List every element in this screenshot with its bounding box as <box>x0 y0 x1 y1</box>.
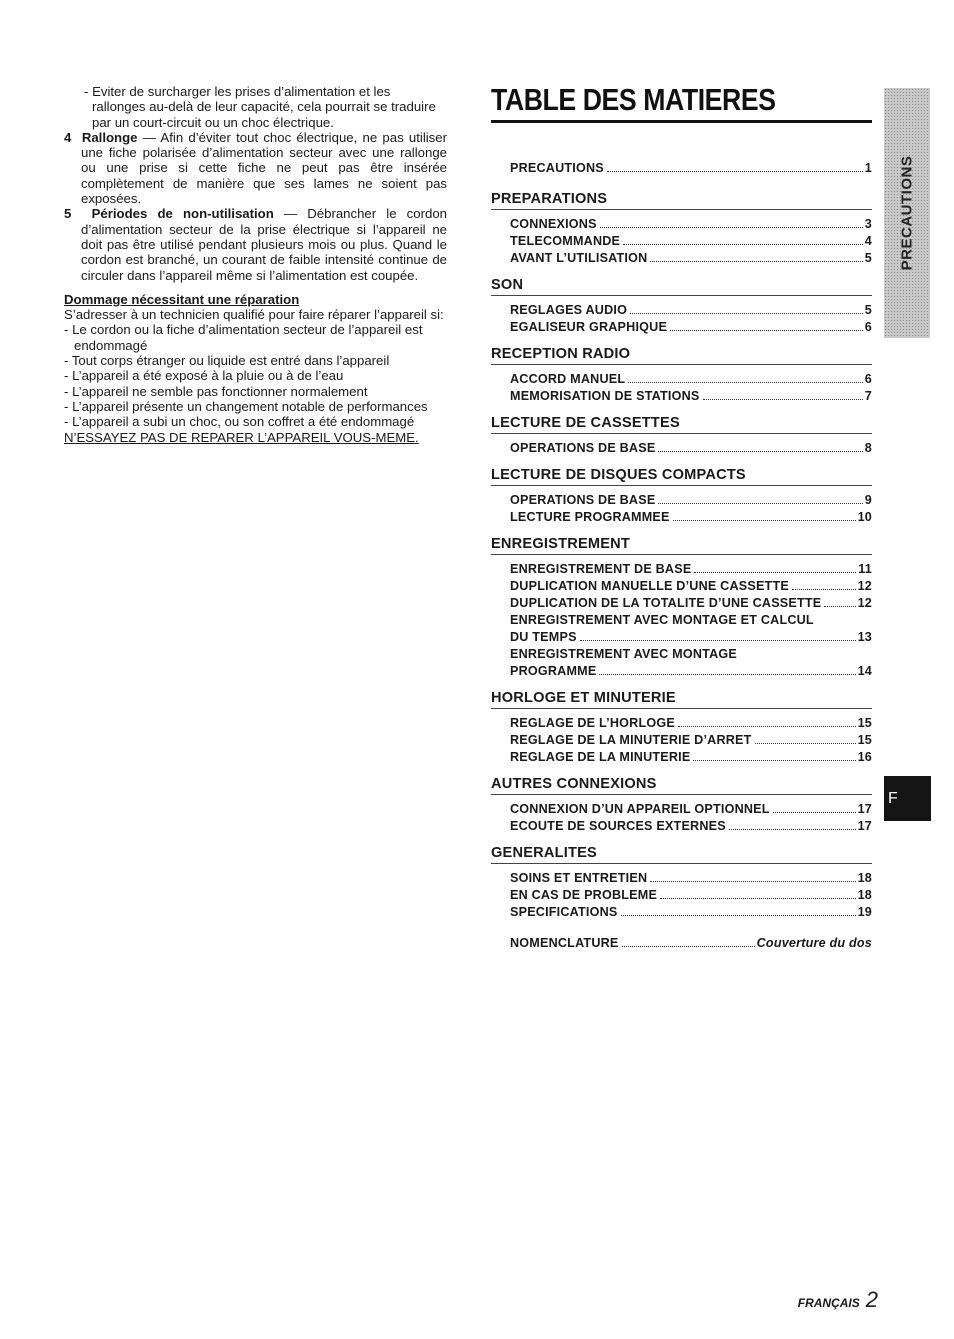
list-item: - Eviter de surcharger les prises d’alimentation et les rallonges au-delà de leur capacité, cela pourrait se traduire par un court-circuit ou un choc électrique. <box>84 84 436 130</box>
dot-leader <box>607 171 863 172</box>
toc-entry-page: 15 <box>857 733 872 747</box>
list-item-text: L’appareil a subi un choc, ou son coffret a été endommagé <box>72 414 415 430</box>
toc-entry-label: CONNEXION D’UN APPAREIL OPTIONNEL <box>510 802 770 816</box>
toc-entry-label: TELECOMMANDE <box>510 234 621 248</box>
dot-leader <box>678 726 856 727</box>
page-title: TABLE DES MATIERES <box>491 82 776 117</box>
toc-entry[interactable] <box>491 612 872 629</box>
toc-entry-label: SPECIFICATIONS <box>510 905 618 919</box>
toc-precautions <box>491 160 872 177</box>
toc-entry-page: 8 <box>864 441 872 455</box>
dot-leader <box>660 898 856 899</box>
toc-section <box>491 277 872 336</box>
toc-entry-page: Couverture du dos <box>756 936 872 950</box>
toc-entry-label: AVANT L’UTILISATION <box>510 251 648 265</box>
item-number: 4 <box>64 129 72 145</box>
toc-entry-label: OPERATIONS DE BASE <box>510 493 656 507</box>
dot-leader <box>600 227 863 228</box>
toc-section <box>491 845 872 921</box>
toc-section-heading: LECTURE DE CASSETTES <box>491 415 872 434</box>
toc-entry-label: NOMENCLATURE <box>510 936 619 950</box>
list-item-text: L’appareil ne semble pas fonctionner normalement <box>72 383 368 399</box>
toc-entry[interactable] <box>491 492 872 509</box>
toc-entry-label: REGLAGE DE LA MINUTERIE D’ARRET <box>510 733 752 747</box>
toc-entry-page: 1 <box>864 161 872 175</box>
toc-entry-label: DU TEMPS <box>510 630 577 644</box>
toc-entry-label: EN CAS DE PROBLEME <box>510 888 658 902</box>
toc-entry[interactable] <box>491 629 872 646</box>
toc-entry-label: DUPLICATION MANUELLE D’UNE CASSETTE <box>510 579 789 593</box>
toc-entry[interactable] <box>491 646 872 663</box>
toc-entry-page: 4 <box>864 234 872 248</box>
toc-entry[interactable] <box>491 440 872 457</box>
list-item-text: Eviter de surcharger les prises d’alimentation et les rallonges au-delà de leur capacité, cela pourrait se traduire par un court-circuit ou un choc électrique. <box>92 84 436 130</box>
section-tab-precautions <box>884 88 930 338</box>
dot-leader <box>670 330 863 331</box>
toc-entry-label: PRECAUTIONS <box>510 161 604 175</box>
toc-entry[interactable] <box>491 801 872 818</box>
damage-heading: Dommage nécessitant une réparation <box>64 291 300 307</box>
dot-leader <box>623 244 863 245</box>
toc-entry-page: 5 <box>864 251 872 265</box>
item-text: — Afin d’éviter tout choc électrique, ne pas utiliser une fiche polarisée d’alimentation secteur avec une rallonge ou une prise si cette fiche ne peut pas être insérée complètement de manière que ses lames ne soient pas exposées. <box>81 129 447 207</box>
toc-section <box>491 346 872 405</box>
toc-entry-page: 14 <box>857 664 872 678</box>
table-of-contents <box>491 160 872 962</box>
item-number: 5 <box>64 206 72 222</box>
dot-leader <box>755 743 856 744</box>
page-number: 2 <box>865 1287 878 1312</box>
dot-leader <box>622 946 755 947</box>
damage-intro: S’adresser à un technicien qualifié pour faire réparer l’appareil si: <box>64 307 444 323</box>
toc-entry-page: 19 <box>857 905 872 919</box>
toc-section-heading: SON <box>491 277 872 296</box>
toc-entry[interactable] <box>491 319 872 336</box>
toc-entry-label: PROGRAMME <box>510 664 597 678</box>
list-item: - Tout corps étranger ou liquide est entré dans l’appareil <box>64 353 390 369</box>
footer-language: FRANÇAIS <box>797 1296 860 1310</box>
toc-sections <box>491 191 872 921</box>
toc-entry-label: LECTURE PROGRAMMEE <box>510 510 670 524</box>
toc-entry-label: ECOUTE DE SOURCES EXTERNES <box>510 819 726 833</box>
dot-leader <box>693 760 855 761</box>
toc-entry-label: REGLAGES AUDIO <box>510 303 628 317</box>
toc-section <box>491 415 872 457</box>
toc-entry-page: 17 <box>857 819 872 833</box>
toc-entry-page: 10 <box>857 510 872 524</box>
toc-entry[interactable] <box>491 561 872 578</box>
list-item-text: L’appareil a été exposé à la pluie ou à de l’eau <box>72 368 344 384</box>
list-item-text: Le cordon ou la fiche d’alimentation secteur de l’appareil est endommagé <box>72 322 423 353</box>
dot-leader <box>630 313 863 314</box>
toc-entry-label: REGLAGE DE L’HORLOGE <box>510 716 675 730</box>
toc-entry-page: 18 <box>857 888 872 902</box>
toc-entry[interactable] <box>491 595 872 612</box>
toc-entry-page: 7 <box>864 389 872 403</box>
toc-entry[interactable] <box>491 160 872 177</box>
toc-section-heading: PREPARATIONS <box>491 191 872 210</box>
toc-entry-page: 9 <box>864 493 872 507</box>
dot-leader <box>792 589 856 590</box>
toc-section-heading: HORLOGE ET MINUTERIE <box>491 690 872 709</box>
toc-entry-label: ENREGISTREMENT AVEC MONTAGE ET CALCUL <box>510 613 814 627</box>
title-rule <box>491 120 872 123</box>
list-item: - L’appareil ne semble pas fonctionner normalement <box>64 383 368 399</box>
toc-entry-page: 12 <box>857 596 872 610</box>
toc-entry-page: 17 <box>857 802 872 816</box>
page-footer <box>798 1287 878 1313</box>
damage-list <box>64 322 447 429</box>
toc-entry[interactable] <box>491 732 872 749</box>
toc-section <box>491 191 872 267</box>
toc-entry-label: SOINS ET ENTRETIEN <box>510 871 648 885</box>
item-text: — Débrancher le cordon d’alimentation secteur de la prise électrique si l’appareil ne doit pas être utilisé pendant plusieurs mois ou plus. Quand le cordon est branché, un courant de faible intensité continue de circuler dans l’appareil même si l’alimentation est coupée. <box>81 206 448 283</box>
dot-leader <box>621 915 856 916</box>
toc-entry-page: 16 <box>857 750 872 764</box>
numbered-item-4 <box>64 130 447 206</box>
toc-entry-label: MEMORISATION DE STATIONS <box>510 389 700 403</box>
dot-leader <box>703 399 863 400</box>
list-item: - Le cordon ou la fiche d’alimentation secteur de l’appareil est endommagé <box>64 322 423 353</box>
toc-section <box>491 776 872 835</box>
list-item: - L’appareil a subi un choc, ou son coffret a été endommagé <box>64 414 415 430</box>
toc-entry[interactable] <box>491 250 872 267</box>
list-item: - L’appareil présente un changement notable de performances <box>64 398 428 414</box>
toc-entry-page: 15 <box>857 716 872 730</box>
language-tab-letter: F <box>888 789 898 807</box>
toc-section-heading: RECEPTION RADIO <box>491 346 872 365</box>
toc-section-heading: GENERALITES <box>491 845 872 864</box>
numbered-item-5 <box>64 206 447 282</box>
toc-entry-label: OPERATIONS DE BASE <box>510 441 656 455</box>
section-tab-label: PRECAUTIONS <box>898 155 916 271</box>
dot-leader <box>694 572 856 573</box>
item-title: Périodes de non-utilisation <box>91 206 274 222</box>
toc-entry[interactable] <box>491 663 872 680</box>
dot-leader <box>650 881 855 882</box>
toc-nomenclature <box>491 935 872 952</box>
toc-section <box>491 690 872 766</box>
dot-leader <box>773 812 856 813</box>
toc-entry[interactable] <box>491 870 872 887</box>
toc-entry[interactable] <box>491 715 872 732</box>
warning-text: N’ESSAYEZ PAS DE REPARER L’APPAREIL VOUS-MEME. <box>64 429 419 445</box>
toc-entry[interactable] <box>491 509 872 526</box>
dot-leader <box>673 520 856 521</box>
toc-entry-label: ENREGISTREMENT DE BASE <box>510 562 692 576</box>
dot-leader <box>628 382 863 383</box>
list-item-text: L’appareil présente un changement notable de performances <box>72 398 428 414</box>
toc-entry-page: 18 <box>857 871 872 885</box>
dot-leader <box>580 640 856 641</box>
toc-entry-label: ACCORD MANUEL <box>510 372 626 386</box>
toc-entry[interactable] <box>491 935 872 952</box>
toc-entry-page: 13 <box>857 630 872 644</box>
toc-entry[interactable] <box>491 904 872 921</box>
toc-entry-page: 6 <box>864 320 872 334</box>
toc-entry-label: DUPLICATION DE LA TOTALITE D’UNE CASSETTE <box>510 596 822 610</box>
toc-entry[interactable] <box>491 818 872 835</box>
toc-entry-page: 6 <box>864 372 872 386</box>
precautions-continued <box>64 84 447 445</box>
toc-entry-label: REGLAGE DE LA MINUTERIE <box>510 750 691 764</box>
toc-entry-label: EGALISEUR GRAPHIQUE <box>510 320 668 334</box>
toc-entry-page: 12 <box>857 579 872 593</box>
dot-leader <box>650 261 862 262</box>
dot-leader <box>824 606 855 607</box>
toc-entry[interactable] <box>491 216 872 233</box>
toc-entry[interactable] <box>491 371 872 388</box>
language-tab <box>884 776 931 821</box>
toc-entry-page: 11 <box>858 562 872 576</box>
toc-section-heading: AUTRES CONNEXIONS <box>491 776 872 795</box>
toc-entry-label: CONNEXIONS <box>510 217 597 231</box>
toc-entry[interactable] <box>491 302 872 319</box>
dot-leader <box>729 829 856 830</box>
dot-leader <box>599 674 855 675</box>
toc-entry-page: 5 <box>864 303 872 317</box>
toc-section-heading: LECTURE DE DISQUES COMPACTS <box>491 467 872 486</box>
toc-entry-page: 3 <box>864 217 872 231</box>
list-item: - L’appareil a été exposé à la pluie ou à de l’eau <box>64 368 344 384</box>
toc-section <box>491 467 872 526</box>
toc-section <box>491 536 872 680</box>
item-title: Rallonge <box>81 129 138 145</box>
list-item-text: Tout corps étranger ou liquide est entré dans l’appareil <box>71 353 390 369</box>
dot-leader <box>658 503 862 504</box>
dot-leader <box>658 451 862 452</box>
toc-entry[interactable] <box>491 578 872 595</box>
toc-section-heading: ENREGISTREMENT <box>491 536 872 555</box>
toc-entry[interactable] <box>491 887 872 904</box>
toc-entry[interactable] <box>491 388 872 405</box>
toc-entry[interactable] <box>491 749 872 766</box>
toc-entry-label: ENREGISTREMENT AVEC MONTAGE <box>510 647 737 661</box>
toc-entry[interactable] <box>491 233 872 250</box>
